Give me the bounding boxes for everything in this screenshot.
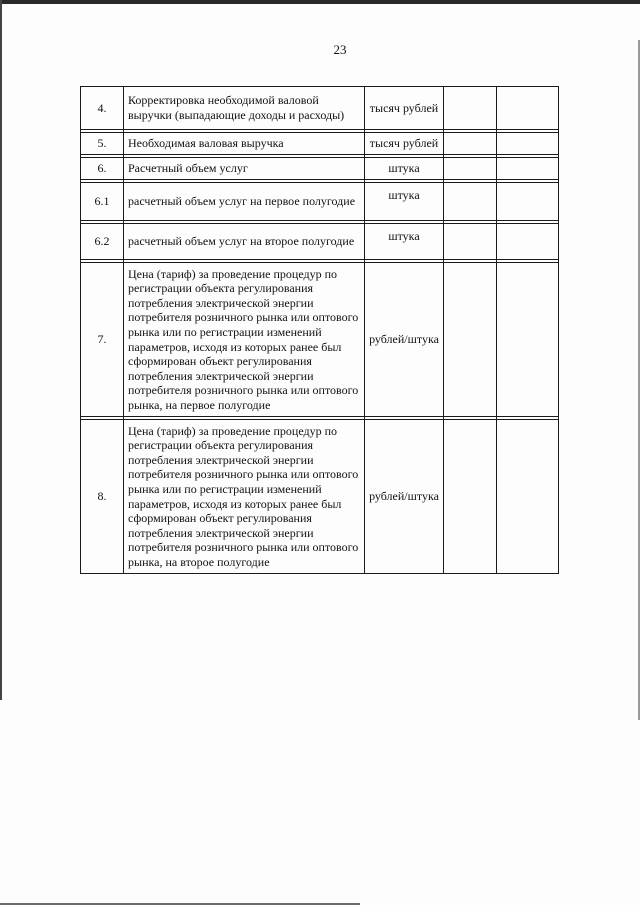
value-cell: [444, 420, 497, 574]
row-unit: рублей/штука: [365, 263, 444, 417]
value-cell: [444, 183, 497, 221]
row-number: 5.: [81, 133, 124, 155]
row-number: 4.: [81, 87, 124, 130]
row-name: расчетный объем услуг на первое полугодие: [124, 183, 365, 221]
value-cell: [444, 133, 497, 155]
value-cell: [497, 224, 559, 260]
value-cell: [444, 263, 497, 417]
row-number: 6.2: [81, 224, 124, 260]
row-number: 8.: [81, 420, 124, 574]
row-name: Расчетный объем услуг: [124, 158, 365, 180]
value-cell: [444, 87, 497, 130]
value-cell: [497, 263, 559, 417]
value-cell: [497, 87, 559, 130]
value-cell: [444, 224, 497, 260]
row-unit: тысяч рублей: [365, 87, 444, 130]
value-cell: [497, 158, 559, 180]
value-cell: [497, 420, 559, 574]
table-row: [81, 420, 559, 574]
table-row: [81, 133, 559, 155]
table-row: [81, 87, 559, 130]
page-number: 23: [333, 42, 347, 57]
value-cell: [497, 183, 559, 221]
row-number: 6.: [81, 158, 124, 180]
row-unit: тысяч рублей: [365, 133, 444, 155]
scan-edge-top: [0, 0, 640, 4]
row-unit: рублей/штука: [365, 420, 444, 574]
row-unit: штука: [365, 158, 444, 180]
scan-edge-left: [0, 0, 2, 700]
row-name: Цена (тариф) за проведение процедур по регистрации объекта регулирования потребления электрической энергии потребителя розничного рынка или оптового рынка или по регистрации изменений параметров, исходя из которых ранее был сформирован объект регулирования потребления электрической энергии потребителя розничного рынка или оптового рынка, на первое полугодие: [124, 263, 365, 417]
row-name: Корректировка необходимой валовой выручки (выпадающие доходы и расходы): [124, 87, 365, 130]
row-number: 7.: [81, 263, 124, 417]
table-row: [81, 158, 559, 180]
row-number: 6.1: [81, 183, 124, 221]
value-cell: [444, 158, 497, 180]
value-cell: [497, 133, 559, 155]
table-row: [81, 224, 559, 260]
row-name: расчетный объем услуг на второе полугодие: [124, 224, 365, 260]
table-row: [81, 263, 559, 417]
row-name: Необходимая валовая выручка: [124, 133, 365, 155]
tariff-table: [80, 86, 559, 574]
row-unit: штука: [365, 224, 444, 260]
row-unit: штука: [365, 183, 444, 221]
row-name: Цена (тариф) за проведение процедур по регистрации объекта регулирования потребления электрической энергии потребителя розничного рынка или оптового рынка или по регистрации изменений параметров, исходя из которых ранее был сформирован объект регулирования потребления электрической энергии потребителя розничного рынка или оптового рынка, на второе полугодие: [124, 420, 365, 574]
table-row: [81, 183, 559, 221]
